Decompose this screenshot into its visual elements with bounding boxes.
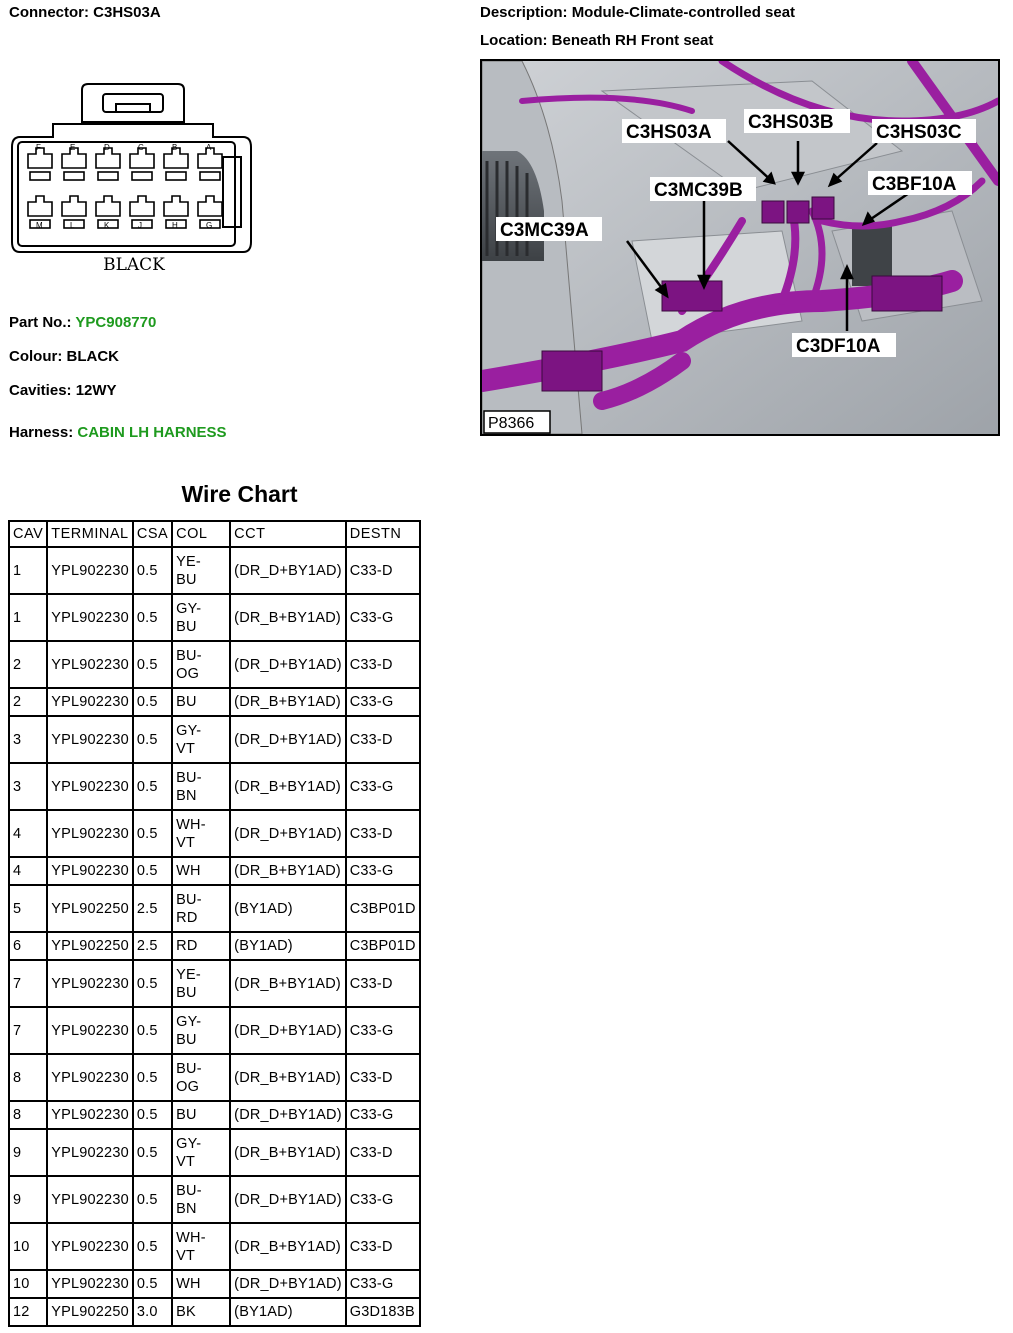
connector-face-drawing: [8, 82, 258, 282]
cell-csa: 0.5: [133, 1101, 172, 1129]
cell-col: BU- OG: [172, 1054, 230, 1101]
cell-terminal: YPL902230: [47, 1007, 133, 1054]
pin-cavity-lower: [166, 172, 186, 180]
column-header-cav: CAV: [9, 521, 47, 547]
cell-col: BU- RD: [172, 885, 230, 932]
pin-cavity-lower: [30, 172, 50, 180]
pin-letter-top: B: [172, 143, 178, 152]
pin-cavity: [62, 196, 86, 216]
cell-destn: C33-G: [346, 857, 420, 885]
cell-csa: 0.5: [133, 1129, 172, 1176]
table-row: [9, 716, 420, 763]
connector-id: C3HS03A: [93, 4, 161, 21]
callout-c3df10a: C3DF10A: [796, 336, 881, 357]
cell-cav: 8: [9, 1101, 47, 1129]
cavities-field: [9, 382, 117, 399]
pin-letter-top: D: [104, 143, 110, 152]
column-header-csa: CSA: [133, 521, 172, 547]
description-value: Module-Climate-controlled seat: [571, 4, 796, 21]
pin-letter-top: E: [70, 143, 76, 152]
part-number-field: [9, 314, 156, 331]
pin-cavity: [28, 196, 52, 216]
cell-cav: 5: [9, 885, 47, 932]
callout-c3hs03a: C3HS03A: [626, 122, 712, 143]
callout-c3hs03c: C3HS03C: [876, 122, 962, 143]
cell-csa: 0.5: [133, 1054, 172, 1101]
connector-label: Connector:: [9, 4, 89, 21]
cell-destn: C33-D: [346, 716, 420, 763]
table-row: [9, 641, 420, 688]
cell-terminal: YPL902230: [47, 1129, 133, 1176]
part-number-label: Part No.:: [9, 314, 72, 331]
cell-col: GY- VT: [172, 716, 230, 763]
table-row: [9, 932, 420, 960]
cell-cct: (BY1AD): [230, 1298, 346, 1326]
harness-link[interactable]: CABIN LH HARNESS: [77, 424, 227, 441]
cell-csa: 0.5: [133, 857, 172, 885]
cell-terminal: YPL902250: [47, 1298, 133, 1326]
cavities-value: 12WY: [75, 382, 117, 399]
pin-cavity: [198, 196, 222, 216]
table-row: [9, 1298, 420, 1326]
cell-terminal: YPL902230: [47, 960, 133, 1007]
cell-cct: (DR_B+BY1AD): [230, 857, 346, 885]
cell-col: WH- VT: [172, 810, 230, 857]
cell-destn: C33-G: [346, 763, 420, 810]
cell-cct: (DR_D+BY1AD): [230, 1270, 346, 1298]
harness-field: [9, 424, 227, 441]
pin-cavity-lower: [98, 172, 118, 180]
column-header-col: COL: [172, 521, 230, 547]
table-row: [9, 857, 420, 885]
part-number-link[interactable]: YPC908770: [75, 314, 157, 331]
cell-cct: (BY1AD): [230, 932, 346, 960]
cell-csa: 0.5: [133, 1007, 172, 1054]
cell-cct: (DR_B+BY1AD): [230, 688, 346, 716]
cell-destn: G3D183B: [346, 1298, 420, 1326]
cell-col: BU: [172, 688, 230, 716]
column-header-terminal: TERMINAL: [47, 521, 133, 547]
callout-c3mc39a: C3MC39A: [500, 220, 589, 241]
cell-terminal: YPL902230: [47, 1223, 133, 1270]
location-photo: [480, 59, 1000, 436]
table-header-row: [9, 521, 420, 547]
cell-csa: 0.5: [133, 688, 172, 716]
pin-cavity-lower: [132, 220, 152, 228]
cell-cct: (DR_B+BY1AD): [230, 1129, 346, 1176]
cell-destn: C3BP01D: [346, 885, 420, 932]
cell-col: BU- BN: [172, 763, 230, 810]
harness-label: Harness:: [9, 424, 74, 441]
photo-reference-id: P8366: [488, 415, 535, 432]
cell-cct: (DR_D+BY1AD): [230, 810, 346, 857]
pin-cavity-lower: [132, 172, 152, 180]
pin-letter-bottom: L: [70, 221, 75, 230]
cell-cav: 1: [9, 547, 47, 594]
cell-cct: (DR_D+BY1AD): [230, 547, 346, 594]
table-row: [9, 763, 420, 810]
colour-field: [9, 348, 119, 365]
cell-cav: 2: [9, 641, 47, 688]
colour-value: BLACK: [66, 348, 119, 365]
cell-col: GY- BU: [172, 594, 230, 641]
column-header-destn: DESTN: [346, 521, 420, 547]
cell-col: YE- BU: [172, 960, 230, 1007]
connector-shell: [12, 124, 251, 252]
cell-col: GY- VT: [172, 1129, 230, 1176]
table-row: [9, 547, 420, 594]
cell-destn: C33-D: [346, 1223, 420, 1270]
cell-terminal: YPL902230: [47, 1270, 133, 1298]
pin-letter-bottom: M: [36, 221, 43, 230]
cell-cav: 6: [9, 932, 47, 960]
cell-cav: 2: [9, 688, 47, 716]
table-row: [9, 885, 420, 932]
cell-cct: (DR_D+BY1AD): [230, 716, 346, 763]
cell-destn: C33-G: [346, 594, 420, 641]
cell-csa: 0.5: [133, 641, 172, 688]
cell-destn: C33-D: [346, 810, 420, 857]
cell-col: BU- OG: [172, 641, 230, 688]
pin-cavity-lower: [64, 172, 84, 180]
table-row: [9, 810, 420, 857]
cell-destn: C33-G: [346, 688, 420, 716]
cell-terminal: YPL902230: [47, 594, 133, 641]
pin-cavity-lower: [200, 172, 220, 180]
description-heading: [480, 4, 795, 21]
cell-col: YE- BU: [172, 547, 230, 594]
cell-cct: (DR_D+BY1AD): [230, 1007, 346, 1054]
cell-col: BU: [172, 1101, 230, 1129]
cell-destn: C33-D: [346, 960, 420, 1007]
cell-cav: 8: [9, 1054, 47, 1101]
cell-cct: (DR_D+BY1AD): [230, 1101, 346, 1129]
column-header-cct: CCT: [230, 521, 346, 547]
cell-csa: 0.5: [133, 810, 172, 857]
description-label: Description:: [480, 4, 568, 21]
connector-heading: [9, 4, 161, 21]
cell-csa: 0.5: [133, 1223, 172, 1270]
cell-cct: (DR_B+BY1AD): [230, 960, 346, 1007]
callout-c3hs03b: C3HS03B: [748, 112, 834, 133]
cell-cav: 12: [9, 1298, 47, 1326]
cell-cav: 7: [9, 960, 47, 1007]
cell-cct: (BY1AD): [230, 885, 346, 932]
cell-csa: 0.5: [133, 594, 172, 641]
pin-cavity: [164, 196, 188, 216]
cell-destn: C33-D: [346, 641, 420, 688]
cell-csa: 2.5: [133, 885, 172, 932]
location-value: Beneath RH Front seat: [551, 32, 714, 49]
pin-letter-top: C: [138, 143, 144, 152]
cell-destn: C33-D: [346, 547, 420, 594]
cell-terminal: YPL902250: [47, 932, 133, 960]
table-row: [9, 1270, 420, 1298]
cell-terminal: YPL902230: [47, 1054, 133, 1101]
cell-cct: (DR_B+BY1AD): [230, 594, 346, 641]
cell-cav: 9: [9, 1176, 47, 1223]
cell-cct: (DR_B+BY1AD): [230, 1054, 346, 1101]
cell-csa: 0.5: [133, 1270, 172, 1298]
cell-cav: 3: [9, 716, 47, 763]
cell-terminal: YPL902230: [47, 857, 133, 885]
cell-csa: 0.5: [133, 960, 172, 1007]
cell-terminal: YPL902230: [47, 763, 133, 810]
cell-csa: 0.5: [133, 716, 172, 763]
pin-letter-bottom: G: [206, 221, 213, 230]
table-row: [9, 1223, 420, 1270]
location-label: Location:: [480, 32, 548, 49]
cell-destn: C33-G: [346, 1176, 420, 1223]
cell-cav: 9: [9, 1129, 47, 1176]
cell-col: BU- BN: [172, 1176, 230, 1223]
pin-letter-top: A: [206, 143, 212, 152]
cell-terminal: YPL902230: [47, 810, 133, 857]
table-row: [9, 1007, 420, 1054]
table-row: [9, 960, 420, 1007]
table-row: [9, 1129, 420, 1176]
cell-terminal: YPL902230: [47, 547, 133, 594]
cell-csa: 2.5: [133, 932, 172, 960]
cell-destn: C3BP01D: [346, 932, 420, 960]
location-heading: [480, 32, 713, 49]
cell-destn: C33-D: [346, 1129, 420, 1176]
table-row: [9, 594, 420, 641]
table-row: [9, 1176, 420, 1223]
cell-csa: 0.5: [133, 1176, 172, 1223]
pin-letter-top: F: [36, 143, 41, 152]
cell-terminal: YPL902250: [47, 885, 133, 932]
callout-c3bf10a: C3BF10A: [872, 174, 957, 195]
cell-destn: C33-D: [346, 1054, 420, 1101]
cell-destn: C33-G: [346, 1101, 420, 1129]
table-row: [9, 1101, 420, 1129]
cell-cct: (DR_D+BY1AD): [230, 641, 346, 688]
cell-col: WH: [172, 857, 230, 885]
cell-csa: 0.5: [133, 763, 172, 810]
cell-destn: C33-G: [346, 1270, 420, 1298]
cell-terminal: YPL902230: [47, 1101, 133, 1129]
cell-cav: 10: [9, 1223, 47, 1270]
pin-letter-bottom: H: [172, 221, 178, 230]
cell-cct: (DR_D+BY1AD): [230, 1176, 346, 1223]
cell-cct: (DR_B+BY1AD): [230, 763, 346, 810]
cell-col: WH: [172, 1270, 230, 1298]
cell-cav: 10: [9, 1270, 47, 1298]
cell-col: RD: [172, 932, 230, 960]
wire-chart-table: [8, 520, 421, 1327]
cell-col: WH- VT: [172, 1223, 230, 1270]
connector-colour-caption: BLACK: [103, 255, 165, 275]
cell-cav: 3: [9, 763, 47, 810]
cell-cav: 4: [9, 810, 47, 857]
cell-csa: 3.0: [133, 1298, 172, 1326]
cell-cct: (DR_B+BY1AD): [230, 1223, 346, 1270]
cavities-label: Cavities:: [9, 382, 72, 399]
cell-cav: 7: [9, 1007, 47, 1054]
cell-terminal: YPL902230: [47, 688, 133, 716]
colour-label: Colour:: [9, 348, 63, 365]
cell-terminal: YPL902230: [47, 716, 133, 763]
cell-col: BK: [172, 1298, 230, 1326]
cell-terminal: YPL902230: [47, 1176, 133, 1223]
table-row: [9, 688, 420, 716]
cell-col: GY- BU: [172, 1007, 230, 1054]
cell-cav: 1: [9, 594, 47, 641]
pin-cavity: [130, 196, 154, 216]
cell-terminal: YPL902230: [47, 641, 133, 688]
table-row: [9, 1054, 420, 1101]
pin-cavity: [96, 196, 120, 216]
cell-destn: C33-G: [346, 1007, 420, 1054]
wire-chart-title: Wire Chart: [181, 481, 298, 507]
pin-letter-bottom: K: [104, 221, 110, 230]
pin-letter-bottom: J: [138, 221, 142, 230]
cell-csa: 0.5: [133, 547, 172, 594]
cell-cav: 4: [9, 857, 47, 885]
callout-c3mc39b: C3MC39B: [654, 180, 743, 201]
